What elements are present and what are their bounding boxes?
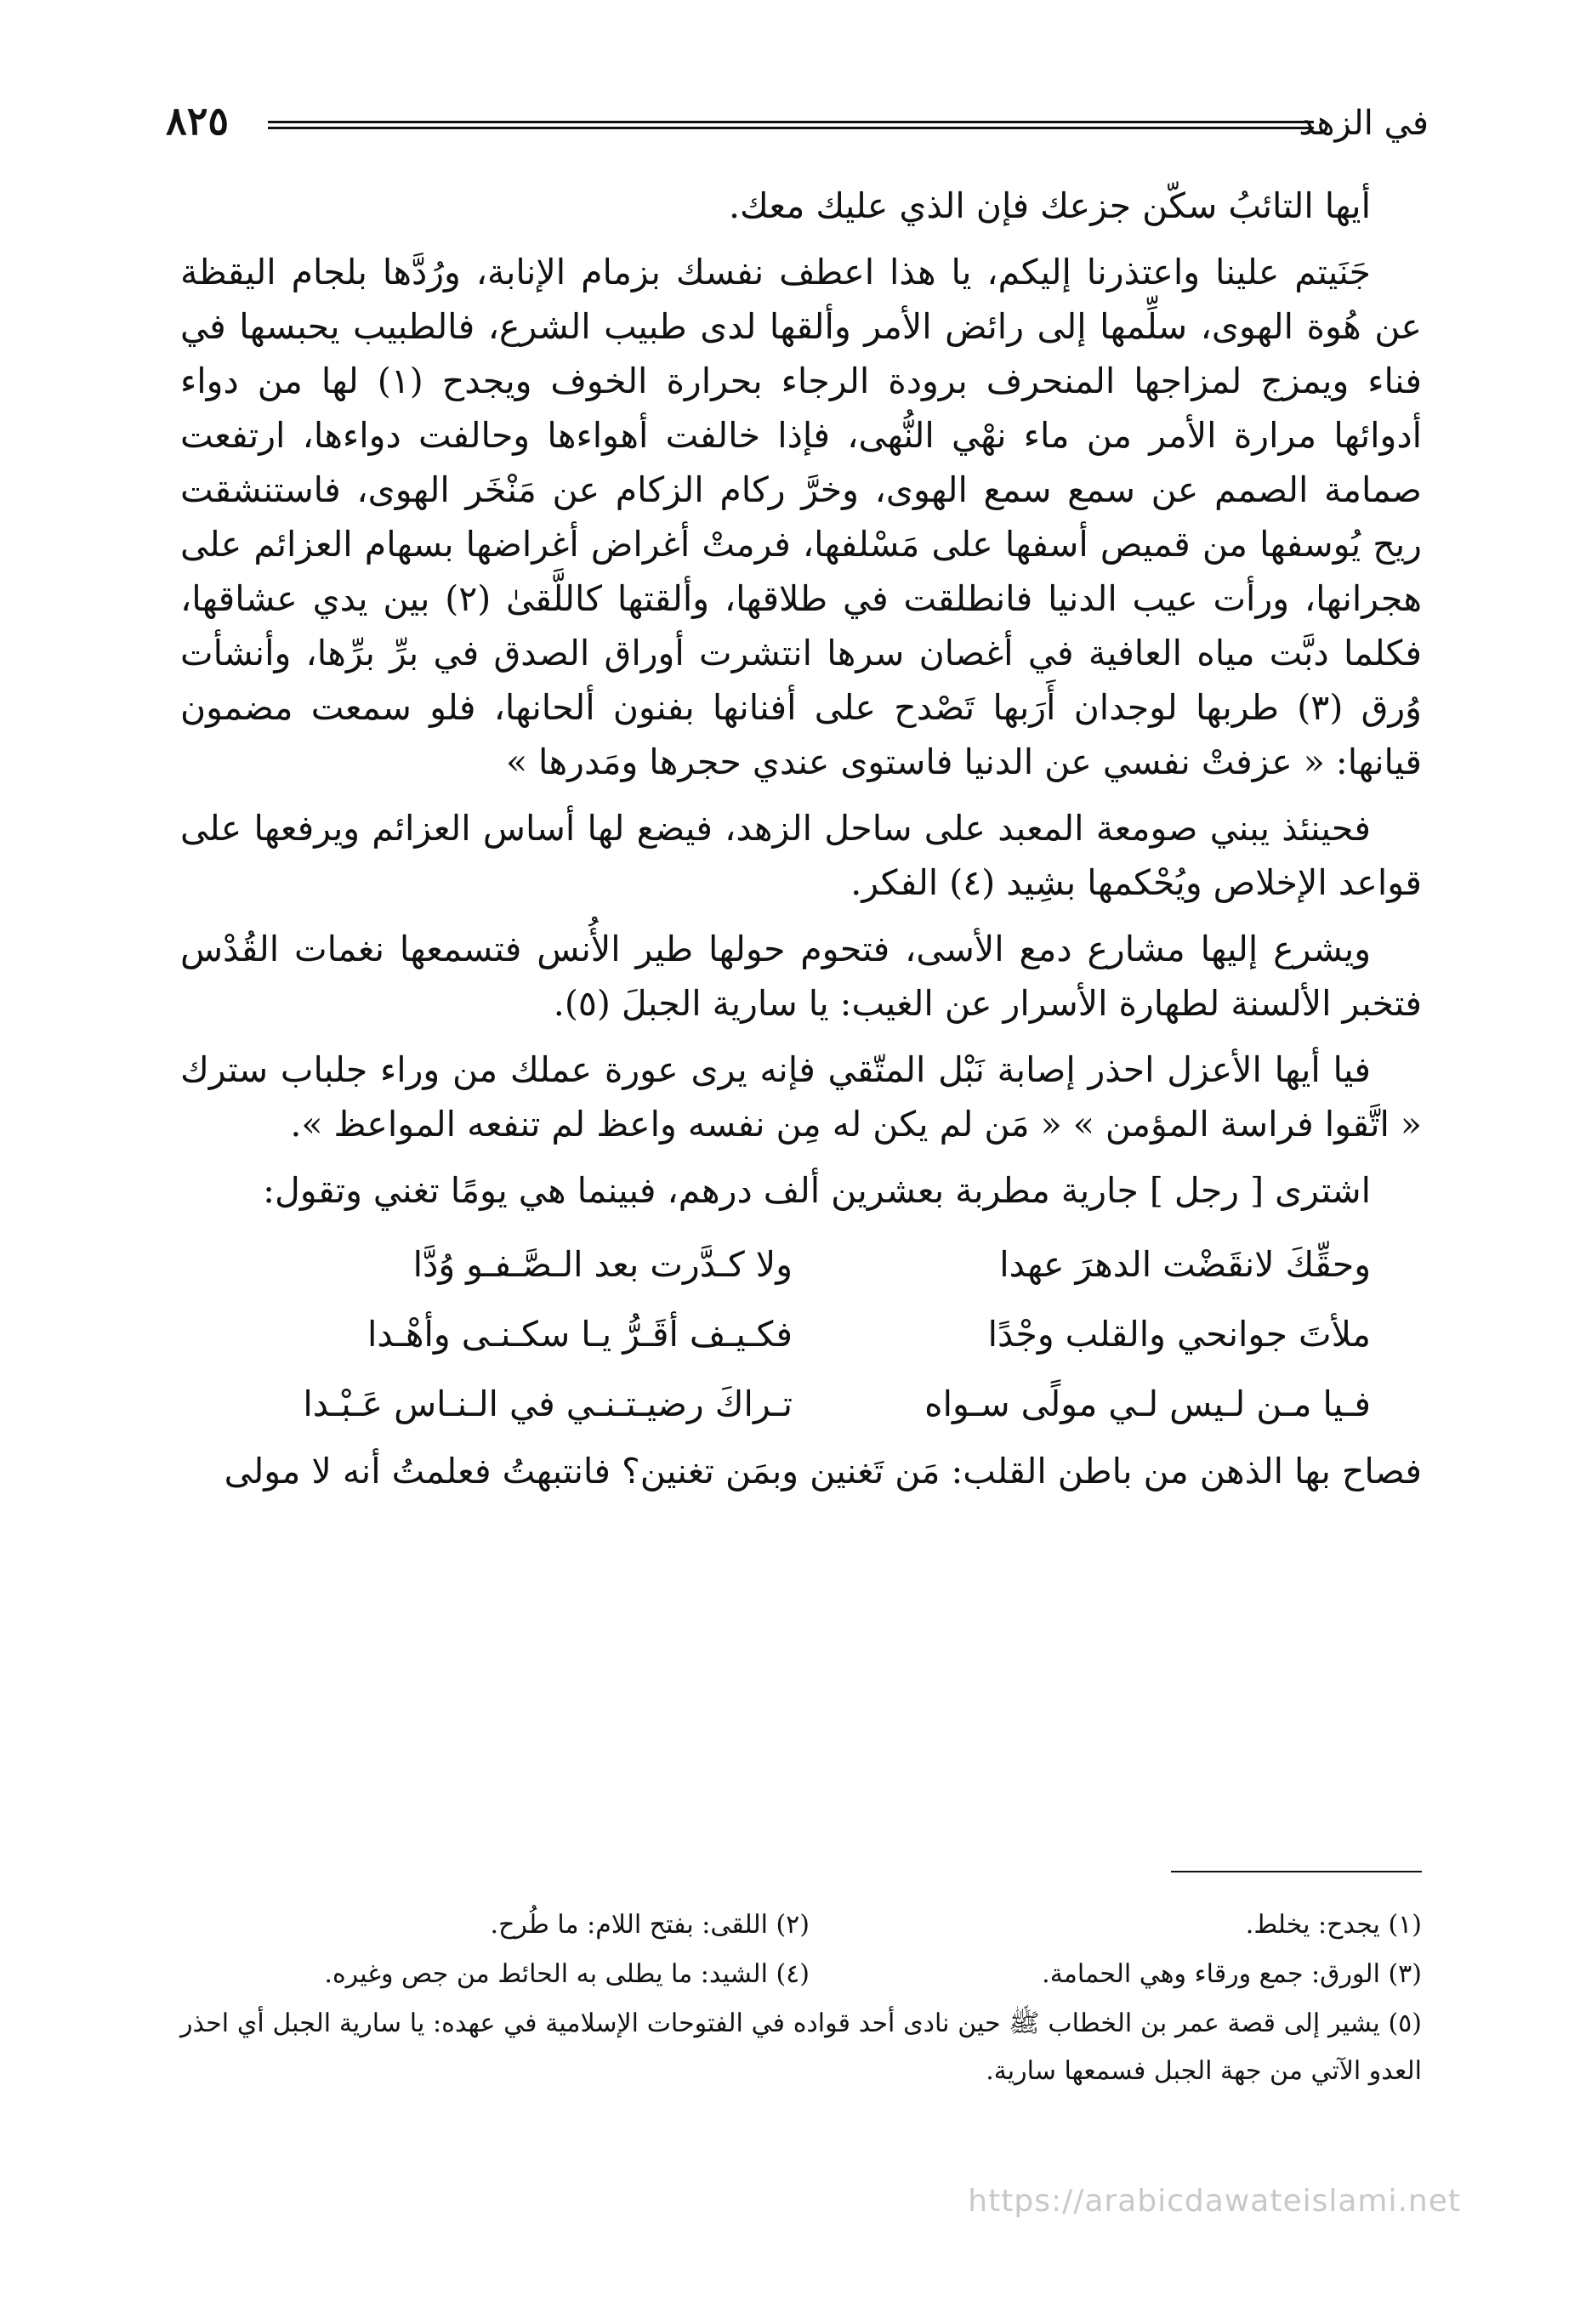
footnote-4: (٤) الشيد: ما يطلى به الحائط من جص وغيره. <box>324 1959 810 1989</box>
footnote-5: (٥) يشير إلى قصة عمر بن الخطاب ﷺ حين نادى أحد قواده في الفتوحات الإسلامية في عهده: يا سارية الجبل أي احذر العدو الآتي من جهة الجبل فسمعها سارية. <box>180 2009 1422 2086</box>
paragraph: أيها التائبُ سكّن جزعك فإن الذي عليك معك. <box>728 185 1371 226</box>
poem-verse <box>180 1230 1422 1299</box>
paragraph: فيا أيها الأعزل احذر إصابة نَبْل المتّقي فإنه يرى عورة عملك من وراء جلباب سترك « اتَّقوا فراسة المؤمن » « مَن لم يكن له مِن نفسه واعظ لم تنفعه المواعظ ». <box>180 1049 1422 1145</box>
watermark-url: https://arabicdawateislami.net <box>968 2184 1461 2219</box>
paragraph: جَنَيتم علينا واعتذرنا إليكم، يا هذا اعطف نفسك بزمام الإنابة، ورُدَّها بلجام اليقظة عن هُوة الهوى، سلِّمها إلى رائض الأمر وألقها لدى طبيب الشرع، فالطبيب يحبسها في فناء ويمزج لمزاجها المنحرف برودة الرجاء بحرارة الخوف ويجدح (١) لها من دواء أدوائها مرارة الأمر من ماء نهْي النُّهى، فإذا خالفت أهواءها وحالفت دواءها، ارتفعت صمامة الصمم عن سمع سمع الهوى، وخرَّ ركام الزكام عن مَنْخَر الهوى، فاستنشقت ريح يُوسفها من قميص أسفها على مَسْلفها، فرمتْ أغراض أغراضها بسهام العزائم على هجرانها، ورأت عيب الدنيا فانطلقت في طلاقها، وألقتها كاللَّقىٰ (٢) بين يدي عشاقها، فكلما دبَّت مياه العافية في أغصان سرها انتشرت أوراق الصدق في برِّ برِّها، وأنشأت وُرق (٣) طربها لوجدان أَرَبها تَصْدح على أفنانها بفنون ألحانها، فلو سمعت مضمون قيانها: « عزفتْ نفسي عن الدنيا فاستوى عندي حجرها ومَدرها » <box>180 252 1422 782</box>
page-number: ٨٢٥ <box>166 98 230 144</box>
poem-verse <box>180 1299 1422 1369</box>
header-rule <box>268 121 1314 129</box>
verse-first-half: فـيا مـن لـيس لـي مولًى سـواه <box>924 1384 1371 1424</box>
paragraph: ويشرع إليها مشارع دمع الأسى، فتحوم حولها طير الأُنس فتسمعها نغمات القُدْس فتخبر الألسنة لطهارة الأسرار عن الغيب: يا سارية الجبلَ (٥). <box>180 929 1422 1024</box>
footnote-2: (٢) اللقى: بفتح اللام: ما طُرح. <box>490 1910 810 1940</box>
paragraph: فحينئذ يبني صومعة المعبد على ساحل الزهد، فيضع لها أساس العزائم ويرفعها على قواعد الإخلاص ويُحْكمها بشِيد (٤) الفكر. <box>180 808 1422 903</box>
verse-second-half: تـراكَ رضيـتـنـي في الـنـاس عَـبْـدا <box>303 1384 793 1424</box>
verse-first-half: ملأتَ جوانحي والقلب وجْدًا <box>987 1314 1371 1355</box>
page-header <box>166 95 1429 155</box>
paragraph: اشترى [ رجل ] جارية مطربة بعشرين ألف درهم، فبينما هي يومًا تغني وتقول: <box>263 1170 1371 1211</box>
verse-second-half: ولا كـدَّرت بعد الـصَّـفـو وُدَّا <box>412 1244 793 1285</box>
poem-verse <box>180 1369 1422 1439</box>
verse-first-half: وحقِّكَ لانقَضْت الدهرَ عهدا <box>999 1244 1371 1285</box>
main-text <box>180 179 1422 1510</box>
footnote-separator <box>1171 1871 1422 1872</box>
paragraph: فصاح بها الذهن من باطن القلب: مَن تَغنين وبمَن تغنين؟ فانتبهتُ فعلمتُ أنه لا مولى <box>224 1451 1422 1492</box>
footnote-3: (٣) الورق: جمع ورقاء وهي الحمامة. <box>1042 1959 1422 1989</box>
footnote-1: (١) يجدح: يخلط. <box>1245 1910 1422 1940</box>
running-title: في الزهد <box>1299 104 1429 143</box>
poem <box>180 1230 1422 1439</box>
verse-second-half: فكـيـف أقَـرُّ يـا سكـنـى وأهْـدا <box>367 1314 793 1355</box>
